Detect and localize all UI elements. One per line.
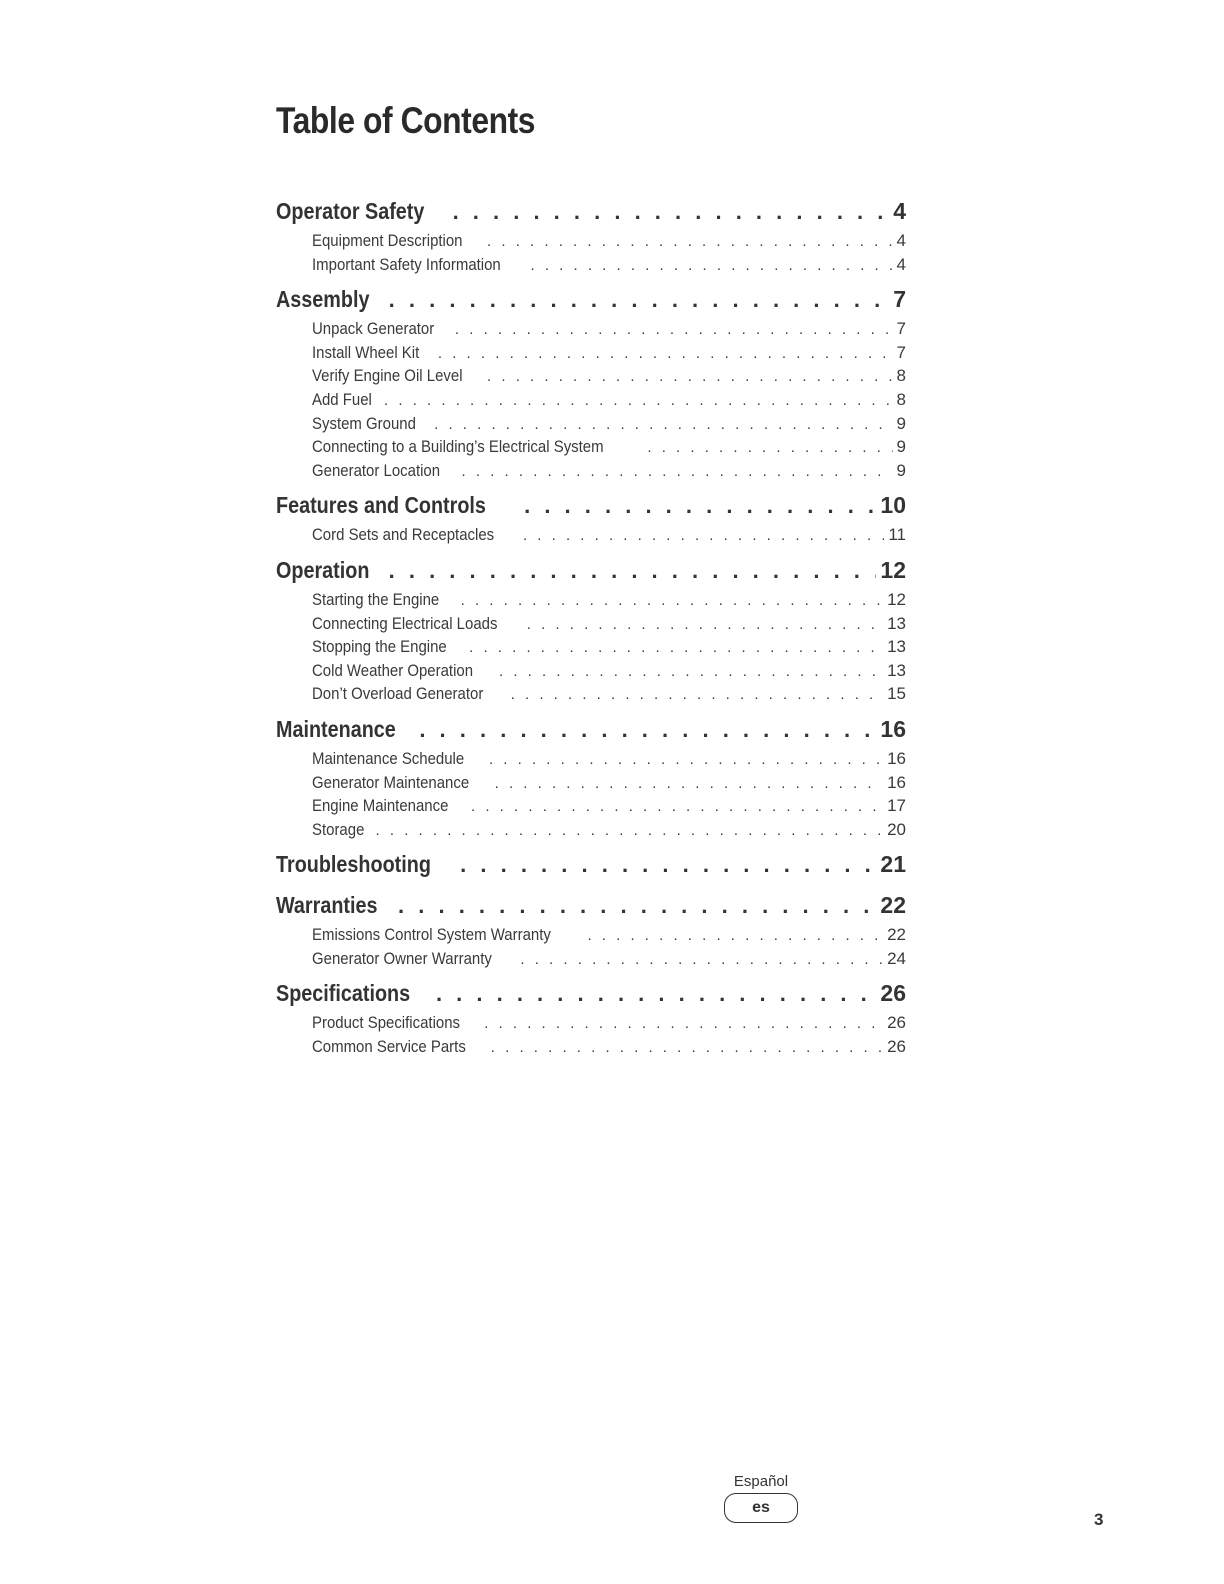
toc-entry-page: 26 xyxy=(887,1013,906,1033)
dot-leader xyxy=(484,1015,883,1032)
toc-entry-title: Engine Maintenance xyxy=(312,796,449,816)
dot-leader xyxy=(462,463,893,480)
toc-entry[interactable] xyxy=(276,255,906,279)
dot-leader xyxy=(460,852,876,878)
toc-entry-page: 7 xyxy=(896,319,906,339)
toc-section xyxy=(276,892,906,972)
dot-leader xyxy=(376,822,884,839)
toc-entry-title: Maintenance Schedule xyxy=(312,748,465,768)
toc-entry-title: Connecting to a Building’s Electrical System xyxy=(312,437,604,457)
dot-leader xyxy=(587,927,883,944)
toc-entry[interactable] xyxy=(276,820,906,844)
toc-section-title: Specifications xyxy=(276,980,411,1007)
toc-section xyxy=(276,980,906,1060)
toc-entry-page: 17 xyxy=(887,796,906,816)
toc-section-title: Features and Controls xyxy=(276,492,486,519)
toc-section xyxy=(276,492,906,549)
toc-section-page: 21 xyxy=(880,851,906,878)
dot-leader xyxy=(419,717,876,743)
dot-leader xyxy=(455,321,893,338)
toc-entry-page: 9 xyxy=(896,413,906,433)
dot-leader xyxy=(499,663,883,680)
toc-section-page: 4 xyxy=(893,198,906,224)
toc-entry-title: Generator Owner Warranty xyxy=(312,948,492,968)
toc-entry-page: 8 xyxy=(896,366,906,386)
toc-section xyxy=(276,286,906,484)
language-code-badge[interactable]: es xyxy=(724,1493,798,1523)
dot-leader xyxy=(434,416,892,433)
toc-section xyxy=(276,716,906,843)
toc-section-title: Troubleshooting xyxy=(276,851,431,878)
toc-entry-page: 26 xyxy=(887,1037,906,1057)
dot-leader xyxy=(453,199,890,225)
language-link[interactable] xyxy=(722,1473,800,1523)
dot-leader xyxy=(489,751,883,768)
dot-leader xyxy=(384,392,892,409)
toc-entry-title: Install Wheel Kit xyxy=(312,342,420,362)
toc-entry[interactable] xyxy=(276,614,906,638)
toc-entry-page: 20 xyxy=(887,819,906,839)
dot-leader xyxy=(461,592,883,609)
toc-entry-title: Verify Engine Oil Level xyxy=(312,366,463,386)
dot-leader xyxy=(523,527,884,544)
dot-leader xyxy=(511,686,883,703)
toc-entry[interactable] xyxy=(276,684,906,708)
dot-leader xyxy=(491,1039,883,1056)
dot-leader xyxy=(389,558,877,584)
toc-section-page: 26 xyxy=(880,980,906,1007)
toc-entry-page: 13 xyxy=(887,637,906,657)
toc-entry[interactable] xyxy=(276,343,906,367)
toc-entry-title: Don’t Overload Generator xyxy=(312,684,484,704)
toc-section-title: Operation xyxy=(276,556,370,583)
toc-entry[interactable] xyxy=(276,925,906,949)
dot-leader xyxy=(398,893,876,919)
toc-entry-page: 7 xyxy=(896,342,906,362)
toc-entry-page: 15 xyxy=(887,684,906,704)
toc-entry-title: Starting the Engine xyxy=(312,589,440,609)
toc-section xyxy=(276,198,906,278)
toc-entry[interactable] xyxy=(276,414,906,438)
dot-leader xyxy=(495,775,883,792)
toc-entry[interactable] xyxy=(276,1013,906,1037)
dot-leader xyxy=(647,439,892,456)
toc-entry[interactable] xyxy=(276,366,906,390)
dot-leader xyxy=(487,233,893,250)
toc-entry-page: 13 xyxy=(887,660,906,680)
toc-section-page: 22 xyxy=(880,892,906,919)
dot-leader xyxy=(487,368,892,385)
toc-entry-title: Generator Maintenance xyxy=(312,772,470,792)
toc-entry-title: Storage xyxy=(312,819,365,839)
toc-entry[interactable] xyxy=(276,661,906,685)
toc-entry-page: 12 xyxy=(887,589,906,609)
toc-section xyxy=(276,557,906,708)
toc-entry-title: Stopping the Engine xyxy=(312,637,447,657)
toc-entry[interactable] xyxy=(276,1037,906,1061)
toc-section-heading[interactable] xyxy=(276,492,906,525)
toc-entry[interactable] xyxy=(276,773,906,797)
toc-section-heading[interactable] xyxy=(276,892,906,925)
toc-entry[interactable] xyxy=(276,637,906,661)
toc-entry-title: Unpack Generator xyxy=(312,319,435,339)
toc-entry-page: 4 xyxy=(896,254,906,274)
toc-entry-page: 13 xyxy=(887,613,906,633)
dot-leader xyxy=(527,616,883,633)
toc-section-page: 12 xyxy=(880,556,906,583)
language-label: Español xyxy=(733,1473,789,1490)
toc-section-title: Warranties xyxy=(276,892,378,919)
toc-section xyxy=(276,851,906,884)
toc-section-page: 10 xyxy=(880,492,906,519)
toc-entry-title: Emissions Control System Warranty xyxy=(312,925,551,945)
toc-entry-title: Important Safety Information xyxy=(312,254,501,274)
toc-entry-page: 9 xyxy=(896,437,906,457)
toc-entry-page: 22 xyxy=(887,925,906,945)
dot-leader xyxy=(524,493,876,519)
dot-leader xyxy=(520,951,883,968)
toc-entry-title: Connecting Electrical Loads xyxy=(312,613,498,633)
toc-entry-page: 11 xyxy=(888,525,906,545)
toc-section-heading[interactable] xyxy=(276,716,906,749)
toc-section-heading[interactable] xyxy=(276,851,906,884)
toc-entry-page: 24 xyxy=(887,948,906,968)
toc-entry-title: Equipment Description xyxy=(312,231,463,250)
toc-section-heading[interactable] xyxy=(276,198,906,231)
toc-entry[interactable] xyxy=(276,231,906,255)
toc-entry-title: Cord Sets and Receptacles xyxy=(312,525,495,545)
page-title: Table of Contents xyxy=(276,100,536,141)
toc-entry[interactable] xyxy=(276,590,906,614)
toc-entry[interactable] xyxy=(276,525,906,549)
toc-entry[interactable] xyxy=(276,437,906,461)
toc-section-title: Operator Safety xyxy=(276,198,425,224)
toc-section-heading[interactable] xyxy=(276,286,906,319)
toc-entry-title: Add Fuel xyxy=(312,389,372,409)
toc-section-title: Maintenance xyxy=(276,715,396,742)
toc-section-page: 16 xyxy=(880,715,906,742)
toc-entry[interactable] xyxy=(276,749,906,773)
toc-entry-page: 9 xyxy=(896,460,906,480)
dot-leader xyxy=(436,981,876,1007)
toc-entry-title: Product Specifications xyxy=(312,1013,461,1033)
table-of-contents xyxy=(276,198,906,1069)
dot-leader xyxy=(438,345,893,362)
toc-entry[interactable] xyxy=(276,461,906,485)
toc-entry[interactable] xyxy=(276,949,906,973)
toc-entry-page: 8 xyxy=(896,389,906,409)
toc-section-page: 7 xyxy=(893,286,906,313)
toc-section-heading[interactable] xyxy=(276,980,906,1013)
toc-entry-title: System Ground xyxy=(312,413,416,433)
toc-entry-page: 4 xyxy=(896,231,906,250)
toc-entry[interactable] xyxy=(276,390,906,414)
toc-entry-title: Common Service Parts xyxy=(312,1037,466,1057)
toc-entry-page: 16 xyxy=(887,772,906,792)
dot-leader xyxy=(531,257,893,274)
toc-entry-page: 16 xyxy=(887,748,906,768)
toc-entry-title: Generator Location xyxy=(312,460,441,480)
toc-entry[interactable] xyxy=(276,319,906,343)
dot-leader xyxy=(469,639,883,656)
toc-section-title: Assembly xyxy=(276,286,370,313)
toc-entry-title: Cold Weather Operation xyxy=(312,660,474,680)
toc-section-heading[interactable] xyxy=(276,557,906,590)
dot-leader xyxy=(389,287,890,313)
toc-entry[interactable] xyxy=(276,796,906,820)
dot-leader xyxy=(471,798,883,815)
page-number: 3 xyxy=(1094,1510,1104,1529)
